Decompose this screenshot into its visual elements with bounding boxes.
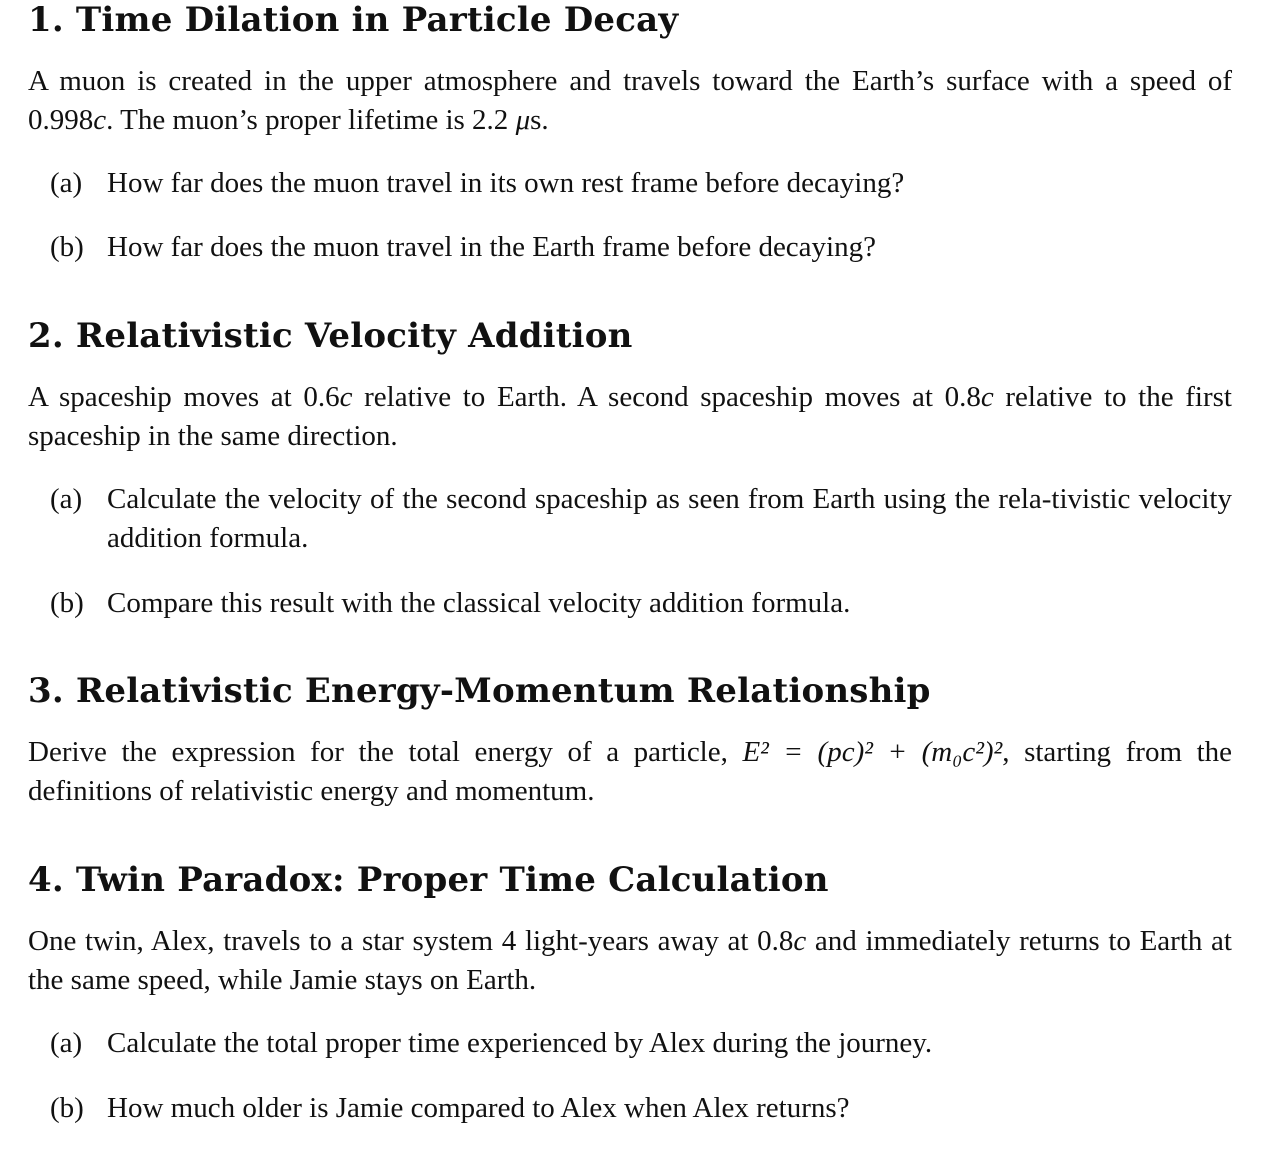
subquestion-label: (a) (50, 1027, 83, 1059)
subquestion-label: (b) (50, 1092, 84, 1124)
math-symbol: c (93, 104, 107, 136)
subquestion-b (50, 584, 1232, 623)
statement-text: and immediately returns to Earth at the same speed, while Jamie stays on Earth. (28, 925, 1232, 996)
problem-statement (28, 62, 1232, 140)
problem-statement (28, 922, 1232, 1000)
subquestion-text: Calculate the total proper time experienced by Alex during the journey. (107, 1027, 933, 1059)
statement-text: Derive the expression for the total energy of a particle, (28, 736, 743, 768)
statement-text: A muon is created in the upper atmosphere and travels toward the Earth’s surface with a speed of 0.998 (28, 65, 1232, 136)
section-heading (28, 316, 1232, 356)
section-heading (28, 860, 1232, 900)
section-energy-momentum (28, 671, 1232, 807)
section-heading (28, 671, 1232, 711)
section-number: 1. (28, 0, 64, 40)
energy-momentum-equation: E² = (pc)² + (m₀c²)² (742, 736, 1003, 768)
math-symbol: c (980, 381, 994, 413)
statement-text: A spaceship moves at 0.6 (28, 381, 340, 413)
subquestion-text: How far does the muon travel in the Earth frame before decaying? (107, 231, 876, 263)
math-symbol: c (339, 381, 353, 413)
statement-text: . The muon’s proper lifetime is 2.2 (106, 104, 516, 136)
problem-statement (28, 733, 1232, 811)
subquestion-label: (a) (50, 167, 83, 199)
subquestion-a (50, 480, 1232, 558)
section-title: Relativistic Velocity Addition (75, 316, 633, 356)
statement-text: relative to the first spaceship in the same direction. (28, 381, 1232, 452)
subquestion-text: Calculate the velocity of the second spaceship as seen from Earth using the rela-tivistic velocity addition formula. (107, 483, 1232, 554)
math-symbol: c (793, 925, 807, 957)
section-number: 4. (28, 860, 64, 900)
section-velocity-addition (28, 316, 1232, 619)
subquestion-label: (b) (50, 231, 84, 263)
problem-statement (28, 378, 1232, 456)
section-title: Twin Paradox: Proper Time Calculation (75, 860, 829, 900)
statement-text: , starting from the definitions of relativistic energy and momentum. (28, 736, 1232, 807)
section-title: Time Dilation in Particle Decay (75, 0, 679, 40)
subquestion-text: Compare this result with the classical velocity addition formula. (107, 587, 851, 619)
subquestion-a (50, 164, 1232, 203)
subquestion-b (50, 1089, 1232, 1128)
section-twin-paradox (28, 860, 1232, 1124)
math-symbol: μ (515, 104, 531, 136)
section-number: 2. (28, 316, 64, 356)
section-number: 3. (28, 671, 64, 711)
subquestion-text: How far does the muon travel in its own rest frame before decaying? (107, 167, 905, 199)
subquestion-text: How much older is Jamie compared to Alex when Alex returns? (107, 1092, 850, 1124)
statement-text: One twin, Alex, travels to a star system 4 light-years away at 0.8 (28, 925, 794, 957)
subquestion-label: (a) (50, 483, 83, 515)
section-time-dilation (28, 0, 1232, 263)
subquestion-b (50, 228, 1232, 267)
subquestion-label: (b) (50, 587, 84, 619)
statement-text: relative to Earth. A second spaceship moves at 0.8 (352, 381, 981, 413)
section-title: Relativistic Energy-Momentum Relationship (75, 671, 931, 711)
statement-text: s. (530, 104, 549, 136)
section-heading (28, 0, 1232, 40)
subquestion-a (50, 1024, 1232, 1063)
